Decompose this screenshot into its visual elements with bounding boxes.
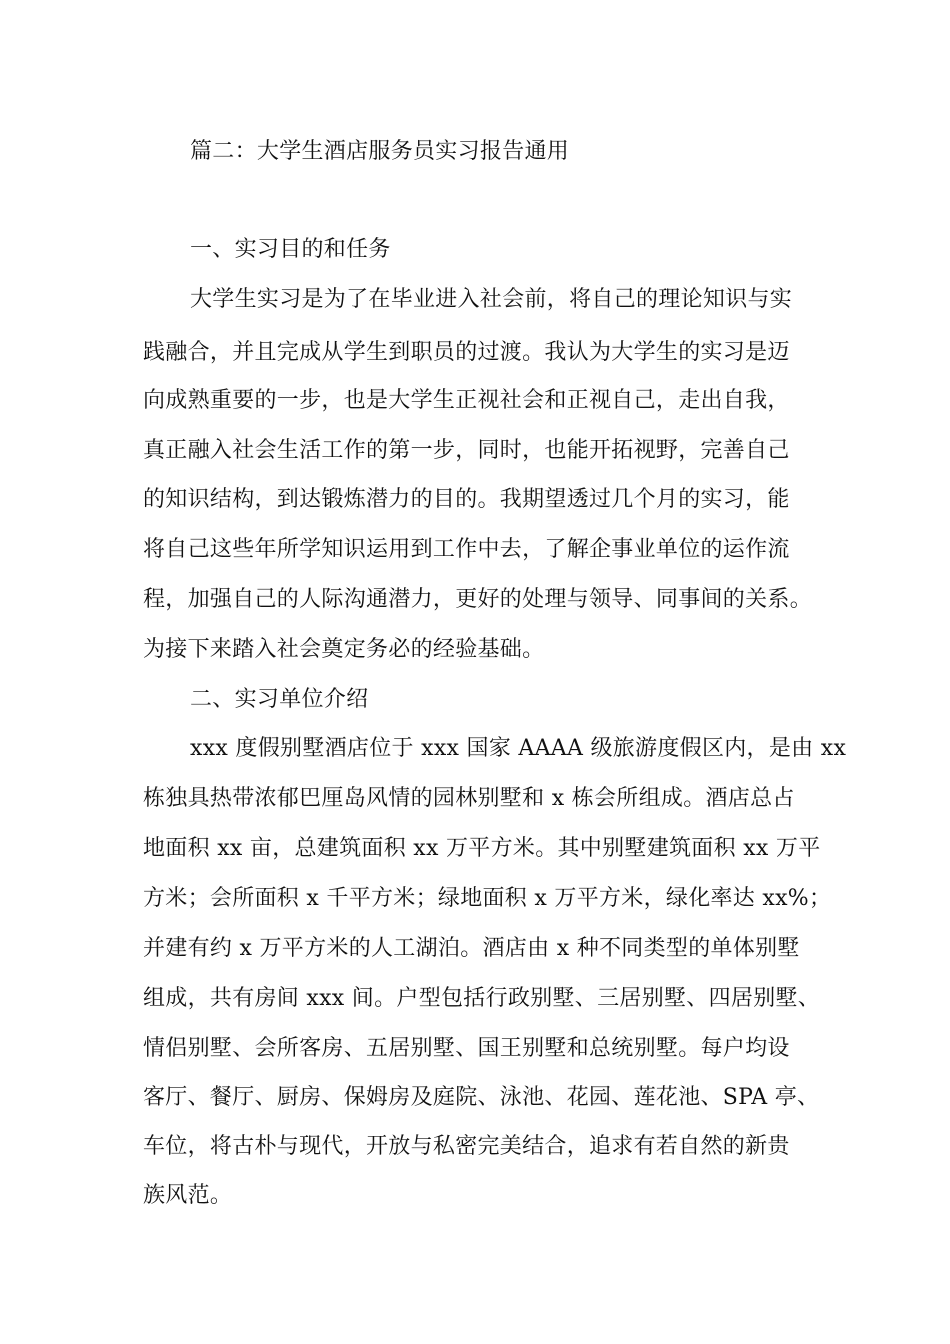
section1-line: 将自己这些年所学知识运用到工作中去，了解企事业单位的运作流 [143, 537, 790, 562]
section2-line: 情侣别墅、会所客房、五居别墅、国王别墅和总统别墅。每户均设 [143, 1036, 790, 1061]
section1-heading: 一、实习目的和任务 [190, 237, 391, 262]
document-title: 篇二：大学生酒店服务员实习报告通用 [190, 139, 570, 164]
section2-line: 方米；会所面积 x 千平方米；绿地面积 x 万平方米，绿化率达 xx%； [143, 886, 832, 911]
section1-line: 程，加强自己的人际沟通潜力，更好的处理与领导、同事间的关系。 [143, 587, 813, 612]
section2-line: 客厅、餐厅、厨房、保姆房及庭院、泳池、花园、莲花池、SPA 亭、 [143, 1085, 820, 1110]
section2-line: 组成，共有房间 xxx 间。户型包括行政别墅、三居别墅、四居别墅、 [143, 986, 821, 1011]
section1-line: 大学生实习是为了在毕业进入社会前，将自己的理论知识与实 [190, 287, 793, 312]
section2-line: 并建有约 x 万平方米的人工湖泊。酒店由 x 种不同类型的单体别墅 [143, 936, 800, 961]
section1-line: 向成熟重要的一步，也是大学生正视社会和正视自己，走出自我， [143, 388, 790, 413]
section1-line: 为接下来踏入社会奠定务必的经验基础。 [143, 637, 545, 662]
section2-line: 车位，将古朴与现代，开放与私密完美结合，追求有若自然的新贵 [143, 1134, 790, 1159]
section1-line: 真正融入社会生活工作的第一步，同时，也能开拓视野，完善自己 [143, 438, 790, 463]
section2-line: 栋独具热带浓郁巴厘岛风情的园林别墅和 x 栋会所组成。酒店总占 [143, 786, 795, 811]
section2-line: 族风范。 [143, 1183, 233, 1208]
section1-line: 的知识结构，到达锻炼潜力的目的。我期望透过几个月的实习，能 [143, 487, 790, 512]
section2-heading: 二、实习单位介绍 [190, 687, 369, 712]
section2-line: 地面积 xx 亩，总建筑面积 xx 万平方米。其中别墅建筑面积 xx 万平 [143, 836, 821, 861]
section2-line: xxx 度假别墅酒店位于 xxx 国家 AAAA 级旅游度假区内，是由 xx [190, 736, 847, 761]
section1-line: 践融合，并且完成从学生到职员的过渡。我认为大学生的实习是迈 [143, 340, 790, 365]
